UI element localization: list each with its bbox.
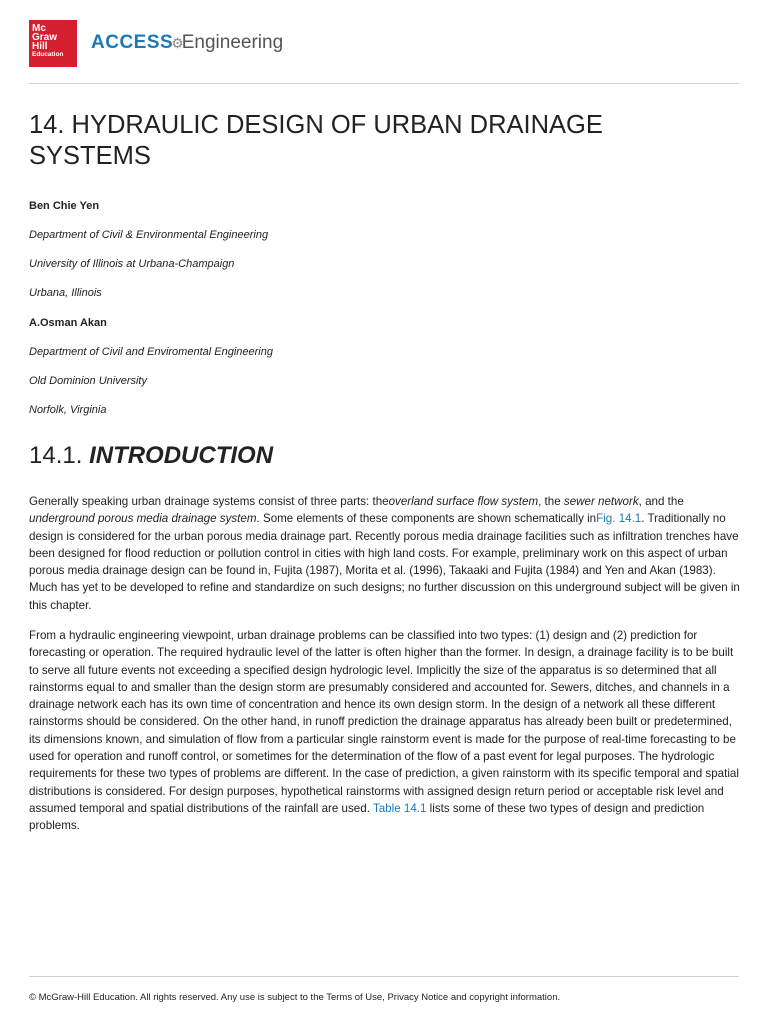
table-link[interactable]: Table 14.1: [372, 801, 427, 815]
author-affiliation: University of Illinois at Urbana-Champaign: [29, 258, 235, 270]
section-number: 14.1.: [29, 442, 83, 469]
author-name: A.Osman Akan: [29, 317, 107, 329]
mcgraw-hill-logo[interactable]: Mc Graw Hill Education: [29, 20, 77, 67]
header-divider: [29, 83, 739, 84]
author-affiliation: Old Dominion University: [29, 375, 147, 387]
page-header: [29, 20, 739, 68]
author-name: Ben Chie Yen: [29, 200, 100, 212]
author-affiliation: Norfolk, Virginia: [29, 404, 107, 416]
author-affiliation: Department of Civil & Environmental Engineering: [29, 229, 269, 241]
access-engineering-logo[interactable]: ACCESS⚙Engineering: [91, 32, 284, 53]
section-title: INTRODUCTION: [89, 442, 274, 469]
author-affiliation: Department of Civil and Enviromental Engineering: [29, 346, 273, 358]
chapter-title: 14. HYDRAULIC DESIGN OF URBAN DRAINAGE SYSTEMS: [29, 111, 603, 170]
author-affiliation: Urbana, Illinois: [29, 287, 102, 299]
paragraph: From a hydraulic engineering viewpoint, urban drainage problems can be classified into two types: (1) design and (2) prediction for forecasting or operation. The required hydraulic level of the latter is often higher than the former. In design, a drainage facility is to be built to serve all future events not exceeding a specified design hydrologic level. Implicitly the size of the apparatus is so determined that all rainstorms equal to and smaller than the design storm are presumably considered and accounted for. Sewers, ditches, and channels in a drainage network each has its own time of concentration and hence its own design storm. In the design of a network all these different rainstorms should be considered. On the other hand, in runoff prediction the drainage apparatus has already been built or predetermined, its dimensions known, and simulation of flow from a particular single rainstorm event is made for the purpose of real-time forecasting to be used for operation and runoff control, or sometimes for the determination of the flow of a past event for legal purposes. The hydrologic requirements for these two types of problems are different. In the case of prediction, a given rainstorm with its specific temporal and spatial distributions is considered. For design purposes, hypothetical rainstorms with assigned design return period or acceptable risk level and assumed temporal and spatial distributions of the rainfall are used. Table 14.1 lists some of these two types of design and prediction problems.: [29, 629, 739, 833]
gear-icon: ⚙: [171, 35, 184, 51]
paragraph: Generally speaking urban drainage systems consist of three parts: theoverland surface flow system, the sewer network, and the underground porous media drainage system. Some elements of these components are shown schematically inFig. 14.1. Traditionally no design is considered for the urban porous media drainage part. Recently porous media drainage facilities such as infiltration trenches have been designed for flood reduction or pollution control in cities with high land costs. For example, preliminary work on this aspect of urban porous media drainage design can be found in, Fujita (1987), Morita et al. (1996), Takaaki and Fujita (1984) and Yen and Akan (1983). Much has yet to be developed to refine and standardize on such designs; no further discussion on this underground subject will be given in this chapter.: [29, 495, 740, 612]
section-heading: [29, 442, 273, 470]
figure-link[interactable]: Fig. 14.1: [596, 512, 642, 526]
copyright-footer: © McGraw-Hill Education. All rights reserved. Any use is subject to the Terms of Use, Privacy Notice and copyright information.: [29, 992, 561, 1003]
footer-divider: [29, 976, 739, 977]
